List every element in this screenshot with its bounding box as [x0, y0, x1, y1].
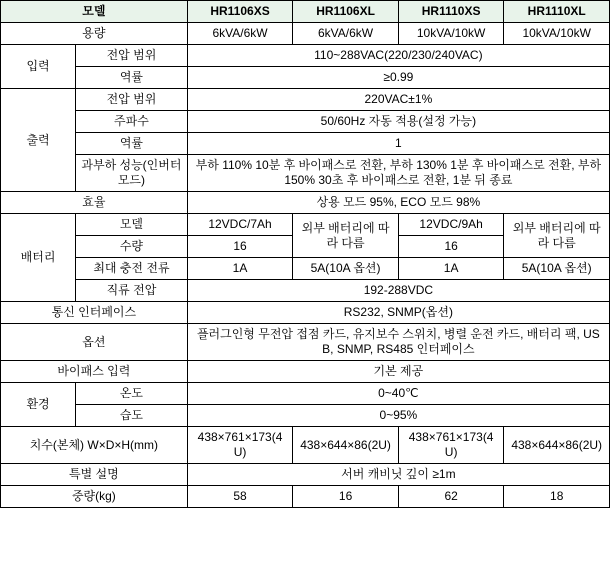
output-frequency-value: 50/60Hz 자동 적용(설정 가능): [187, 111, 609, 133]
weight-label: 중량(kg): [1, 486, 188, 508]
env-temperature-label: 온도: [76, 383, 188, 405]
weight-value-1: 58: [187, 486, 293, 508]
header-model-1: HR1106XS: [187, 1, 293, 23]
output-section-label: 출력: [1, 89, 76, 192]
output-pf-label: 역률: [76, 133, 188, 155]
env-humidity-label: 습도: [76, 405, 188, 427]
battery-quantity-1: 16: [187, 236, 293, 258]
special-note-value: 서버 캐비닛 깊이 ≥1m: [187, 464, 609, 486]
table-row-battery-model: [1, 214, 610, 236]
env-temperature-value: 0~40℃: [187, 383, 609, 405]
output-pf-value: 1: [187, 133, 609, 155]
table-row-output-frequency: [1, 111, 610, 133]
output-frequency-label: 주파수: [76, 111, 188, 133]
bypass-input-value: 기본 제공: [187, 361, 609, 383]
dimensions-value-4: 438×644×86(2U): [504, 427, 610, 464]
output-overload-value: 부하 110% 10분 후 바이패스로 전환, 부하 130% 1분 후 바이패스로 전환, 부하 150% 30초 후 바이패스로 전환, 1분 뒤 종료: [187, 155, 609, 192]
battery-dc-voltage-label: 직류 전압: [76, 280, 188, 302]
battery-model-1: 12VDC/7Ah: [187, 214, 293, 236]
input-voltage-label: 전압 범위: [76, 45, 188, 67]
table-row-comm-interface: [1, 302, 610, 324]
battery-charge-4: 5A(10A 옵션): [504, 258, 610, 280]
weight-value-2: 16: [293, 486, 399, 508]
header-model-3: HR1110XS: [398, 1, 504, 23]
table-row-output-overload: [1, 155, 610, 192]
options-value: 플러그인형 무전압 접점 카드, 유지보수 스위치, 병렬 운전 카드, 배터리 팩, USB, SNMP, RS485 인터페이스: [187, 324, 609, 361]
header-model-2: HR1106XL: [293, 1, 399, 23]
table-row-env-temperature: [1, 383, 610, 405]
weight-value-4: 18: [504, 486, 610, 508]
battery-charge-3: 1A: [398, 258, 504, 280]
battery-charge-2: 5A(10A 옵션): [293, 258, 399, 280]
dimensions-value-2: 438×644×86(2U): [293, 427, 399, 464]
capacity-value-3: 10kVA/10kW: [398, 23, 504, 45]
battery-charge-label: 최대 충전 전류: [76, 258, 188, 280]
battery-model-2: 외부 배터리에 따라 다름: [293, 214, 399, 258]
dimensions-label: 치수(본체) W×D×H(mm): [1, 427, 188, 464]
table-row-battery-dc-voltage: [1, 280, 610, 302]
battery-quantity-3: 16: [398, 236, 504, 258]
weight-value-3: 62: [398, 486, 504, 508]
special-note-label: 특별 설명: [1, 464, 188, 486]
table-row-special-note: [1, 464, 610, 486]
dimensions-value-1: 438×761×173(4U): [187, 427, 293, 464]
capacity-value-1: 6kVA/6kW: [187, 23, 293, 45]
efficiency-label: 효율: [1, 192, 188, 214]
capacity-label: 용량: [1, 23, 188, 45]
bypass-input-label: 바이패스 입력: [1, 361, 188, 383]
dimensions-value-3: 438×761×173(4U): [398, 427, 504, 464]
env-humidity-value: 0~95%: [187, 405, 609, 427]
efficiency-value: 상용 모드 95%, ECO 모드 98%: [187, 192, 609, 214]
options-label: 옵션: [1, 324, 188, 361]
table-row-header: [1, 1, 610, 23]
header-model-label: 모델: [1, 1, 188, 23]
output-voltage-value: 220VAC±1%: [187, 89, 609, 111]
input-voltage-value: 110~288VAC(220/230/240VAC): [187, 45, 609, 67]
table-row-input-voltage: [1, 45, 610, 67]
capacity-value-4: 10kVA/10kW: [504, 23, 610, 45]
battery-model-3: 12VDC/9Ah: [398, 214, 504, 236]
battery-model-label: 모델: [76, 214, 188, 236]
table-row-env-humidity: [1, 405, 610, 427]
table-row-dimensions: [1, 427, 610, 464]
battery-section-label: 배터리: [1, 214, 76, 302]
table-row-capacity: [1, 23, 610, 45]
battery-charge-1: 1A: [187, 258, 293, 280]
comm-interface-value: RS232, SNMP(옵션): [187, 302, 609, 324]
capacity-value-2: 6kVA/6kW: [293, 23, 399, 45]
input-pf-label: 역률: [76, 67, 188, 89]
table-row-efficiency: [1, 192, 610, 214]
comm-interface-label: 통신 인터페이스: [1, 302, 188, 324]
battery-dc-voltage-value: 192-288VDC: [187, 280, 609, 302]
table-row-input-pf: [1, 67, 610, 89]
table-row-output-voltage: [1, 89, 610, 111]
table-row-battery-charge: [1, 258, 610, 280]
table-row-weight: [1, 486, 610, 508]
environment-section-label: 환경: [1, 383, 76, 427]
table-row-bypass-input: [1, 361, 610, 383]
input-section-label: 입력: [1, 45, 76, 89]
header-model-4: HR1110XL: [504, 1, 610, 23]
battery-model-4: 외부 배터리에 따라 다름: [504, 214, 610, 258]
table-row-output-pf: [1, 133, 610, 155]
output-overload-label: 과부하 성능(인버터 모드): [76, 155, 188, 192]
battery-quantity-label: 수량: [76, 236, 188, 258]
output-voltage-label: 전압 범위: [76, 89, 188, 111]
table-row-options: [1, 324, 610, 361]
input-pf-value: ≥0.99: [187, 67, 609, 89]
